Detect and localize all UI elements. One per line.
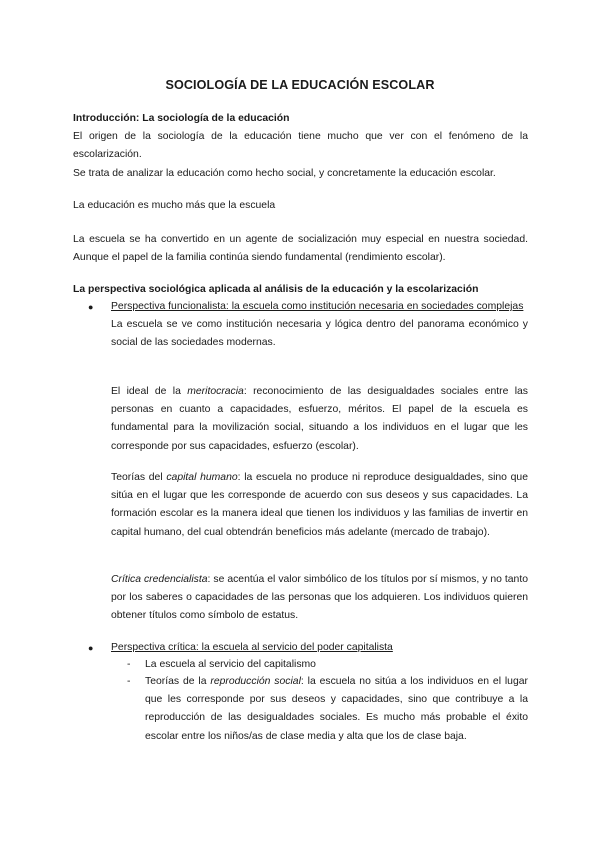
meritocracia-term: meritocracia bbox=[187, 386, 244, 397]
dash-icon: - bbox=[127, 676, 131, 687]
funcionalista-paragraph-1: La escuela se ve como institución necesaria y lógica dentro del panorama económico y social de las sociedades modernas. bbox=[111, 319, 528, 349]
capital-humano-text: : la escuela no produce ni reproduce desigualdades, sino que sitúa en el lugar que les corresponde de acuerdo con sus deseos y sus capacidades. La formación escolar es la manera ideal que tienen los individuos y las familias de invertir en capital humano, del cual obtendrán beneficios más adelante (mercado de trabajo). bbox=[111, 472, 528, 538]
intro-paragraph-2: Se trata de analizar la educación como hecho social, y concretamente la educación escolar. bbox=[73, 167, 496, 179]
critica-heading-text: Perspectiva crítica: la escuela al servicio del poder capitalista bbox=[111, 642, 393, 653]
bullet-icon: ● bbox=[88, 643, 94, 653]
dash-icon: - bbox=[127, 659, 131, 670]
funcionalista-section bbox=[111, 298, 528, 353]
funcionalista-heading: Perspectiva funcionalista: la escuela como institución necesaria en sociedades complejas bbox=[111, 301, 524, 312]
reproduccion-intro: Teorías de la bbox=[145, 676, 211, 687]
intro-paragraph-1: El origen de la sociología de la educación tiene mucho que ver con el fenómeno de la escolarización. bbox=[73, 131, 528, 161]
meritocracia-paragraph bbox=[111, 383, 528, 456]
meritocracia-intro: El ideal de la bbox=[111, 386, 188, 397]
credencialista-paragraph bbox=[111, 571, 528, 626]
education-statement: La educación es mucho más que la escuela bbox=[73, 200, 276, 211]
reproduccion-text: : la escuela no sitúa a los individuos en el lugar que les corresponde por sus deseos y capacidades, sino que contribuye a la reproducción de las desigualdades sociales. Es mucho más probable el éxito escolar entre los niños/as de clase media y alta que los de clase baja. bbox=[145, 676, 528, 742]
credencialista-term: Crítica credencialista bbox=[111, 574, 208, 585]
critica-heading bbox=[111, 639, 528, 657]
capital-humano-intro: Teorías del bbox=[111, 472, 167, 483]
bullet-icon: ● bbox=[88, 302, 94, 312]
credencialista-text: : se acentúa el valor simbólico de los títulos por sí mismos, y no tanto por los saberes o capacidades de las personas que los adquieren. Los individuos quieren obtener títulos como símbolo de estatus. bbox=[111, 574, 528, 622]
capital-humano-paragraph bbox=[111, 469, 528, 542]
intro-heading: Introducción: La sociología de la educación bbox=[73, 113, 290, 124]
reproduccion-term: reproducción social bbox=[210, 676, 301, 687]
agent-paragraph: La escuela se ha convertido en un agente de socialización muy especial en nuestra sociedad. Aunque el papel de la familia continúa siendo fundamental (rendimiento escolar). bbox=[73, 234, 528, 264]
meritocracia-text: : reconocimiento de las desigualdades sociales entre las personas en cuanto a capacidades, esfuerzo, méritos. El papel de la escuela es fundamental para la movilización social, situando a los individuos en el lugar que les corresponde por sus capacidades, esfuerzo (escolar). bbox=[111, 386, 529, 452]
capital-humano-term: capital humano bbox=[166, 472, 238, 483]
critica-item-2 bbox=[145, 673, 528, 746]
intro-section bbox=[73, 110, 528, 183]
section-heading-perspectives: La perspectiva sociológica aplicada al análisis de la educación y la escolarización bbox=[73, 284, 479, 295]
page-title: SOCIOLOGÍA DE LA EDUCACIÓN ESCOLAR bbox=[165, 78, 435, 92]
critica-item-1: La escuela al servicio del capitalismo bbox=[145, 659, 316, 670]
